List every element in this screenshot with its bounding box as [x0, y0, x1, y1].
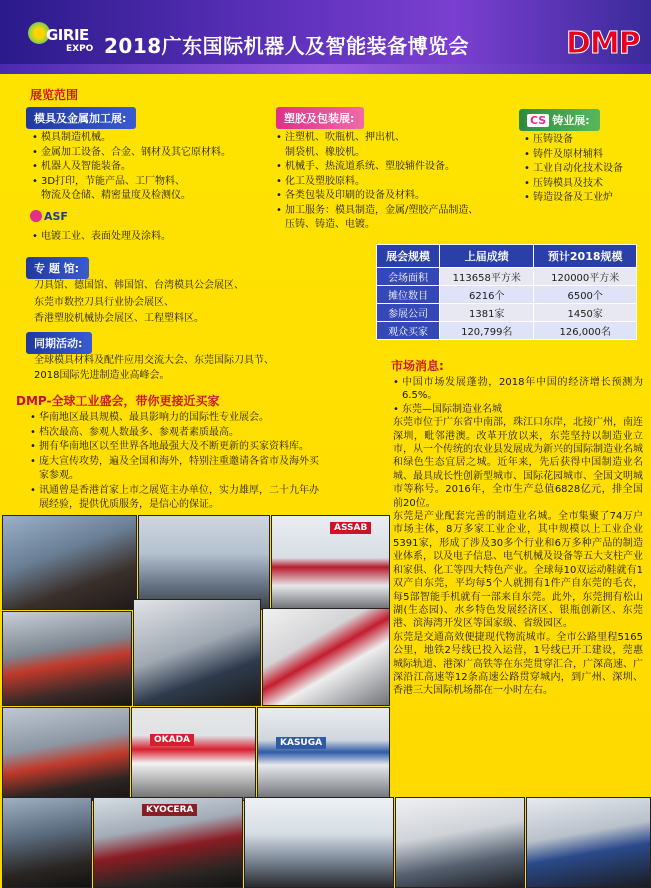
- list-item: • 讯通曾是香港首家上市之展览主办单位，实力雄厚，二十九年办: [30, 484, 375, 499]
- list-item: • 庞大宣传攻势，遍及全国和海外，特别注重邀请各省市及海外买: [30, 455, 375, 470]
- table-header: 展会规模: [377, 245, 440, 268]
- photo-hall-1: [138, 515, 270, 610]
- list-item: • 华南地区最具规模、最具影响力的国际性专业展会。: [30, 411, 375, 426]
- market-para: • 东莞—国际制造业名城: [393, 403, 643, 416]
- photo-hall-5: [526, 797, 651, 888]
- market-para: 东莞市位于广东省中南部，珠江口东岸，北接广州，南连深圳，毗邻港澳。改革开放以来，东莞坚持以制造业立市，从一个传统的农业县发展成为新兴的国际制造业名城和绿色生态宜居之城。近年来，先后获得中国制造业名城、最具成长性创新型城市、国际花园城市、全国文明城市等称号。2016年，全市生产总值6828亿元，排全国前20位。: [393, 417, 643, 509]
- tag-casting: [519, 109, 600, 131]
- asf-logo: [30, 210, 68, 223]
- photo-kasuga-booth: [257, 707, 390, 801]
- header-strip: [0, 64, 651, 74]
- table-header: 预计2018规模: [534, 245, 637, 268]
- okada-sign: OKADA: [150, 734, 194, 746]
- text-line: 香港塑胶机械协会展区、工程塑料区。: [34, 313, 204, 324]
- tag-machine: 模具及金属加工展:: [26, 107, 136, 129]
- photo-hall-3: [244, 797, 394, 888]
- list-item: • 注塑机、吹瓶机、押出机、: [276, 131, 516, 146]
- scope-title: 展览范围: [30, 88, 79, 102]
- page-title: 2018广东国际机器人及智能装备博览会: [104, 34, 470, 58]
- table-cell: 113658平方米: [440, 268, 534, 286]
- list-item: 物流及仓储、精密量度及检测仪。: [41, 190, 191, 201]
- text-line: 2018国际先进制造业高峰会。: [34, 369, 170, 381]
- assab-sign: ASSAB: [330, 522, 371, 534]
- list-item: 展经验，提供优质服务，是信心的保证。: [39, 499, 219, 510]
- asf-label: ASF: [44, 210, 68, 223]
- table-cell: 摊位数目: [377, 286, 440, 304]
- list-item: • 3D打印，节能产品、工厂物料、: [32, 175, 262, 190]
- photo-kyocera-booth: [93, 797, 243, 888]
- logo-main: GIRIE: [46, 26, 89, 44]
- events-text: [34, 354, 374, 383]
- girie-expo-logo: [28, 18, 98, 58]
- list-item: • 电镀工业、表面处理及涂料。: [32, 230, 262, 245]
- market-title: 市场消息:: [391, 359, 444, 373]
- table-cell: 会场面积: [377, 268, 440, 286]
- market-para: 东莞是交通高效便捷现代物流城市。全市公路里程5165公里，地铁2号线已投入运营，1号线已开工建设，莞惠城际轨道、港深广高铁等在东莞贯穿汇合，广深高速、广深沿江高速等12条高速公路贯穿城内，到广州、深圳、香港三大国际机场都在一小时左右。: [393, 631, 643, 697]
- market-text: [393, 376, 643, 698]
- kasuga-sign: KASUGA: [276, 737, 326, 749]
- list-item: • 机械手、热流道系统、塑胶辅件设备。: [276, 160, 516, 175]
- list-item: 压铸、铸造、电镀。: [285, 219, 375, 230]
- table-cell: 1450家: [534, 304, 637, 322]
- dmp-logo: DMP: [566, 26, 640, 61]
- stats-table: [376, 244, 637, 340]
- photo-hall-4: [395, 797, 525, 888]
- list-item: • 档次最高、参观人数最多、参观者素质最高。: [30, 426, 375, 441]
- list-item: • 铸件及原材辅料: [524, 148, 648, 163]
- casting-list: [524, 133, 648, 206]
- photo-robots-2: [2, 707, 130, 801]
- table-cell: 120000平方米: [534, 268, 637, 286]
- photo-assab-booth: [271, 515, 390, 610]
- cs-logo: CS: [527, 114, 549, 127]
- table-cell: 观众买家: [377, 322, 440, 340]
- list-item: • 化工及塑胶原料。: [276, 175, 516, 190]
- tag-events: 同期活动:: [26, 332, 92, 354]
- pavilions-text: [34, 279, 364, 327]
- list-item: • 各类包装及印刷的设备及材料。: [276, 189, 516, 204]
- photo-robots-1: [2, 611, 132, 706]
- market-para: 东莞是产业配套完善的制造业名城。全市集聚了74万户市场主体，8万多家工业企业，其中规模以上工业企业5391家，形成了涉及30多个行业和6万多种产品的制造业体系，以及电子信息、电气机械及设备等五大支柱产业和家俱、化工等四大特色产业。全球每10双运动鞋就有1双产自东莞，平均每5个人就拥有1件产自东莞的毛衣，每5部智能手机就有一部来自东莞。此外，东莞拥有松山湖(生态园)、水乡特色发展经济区、银瓶创新区、东莞港、滨海湾开发区等国家级、省级园区。: [393, 511, 643, 630]
- gear-icon: [30, 210, 42, 222]
- plastic-list: [276, 131, 516, 233]
- list-item: • 压铸模具及技术: [524, 177, 648, 192]
- list-item: 家参观。: [39, 470, 79, 481]
- asf-list: [32, 230, 262, 245]
- logo-sub: EXPO: [66, 44, 94, 54]
- photo-crowd-1: [2, 515, 137, 610]
- list-item: 制袋机、橡胶机。: [285, 146, 365, 158]
- kyocera-sign: KYOCERA: [142, 804, 197, 816]
- text-line: 刀具馆、德国馆、韩国馆、台湾模具公会展区、: [34, 280, 244, 291]
- list-item: • 机器人及智能装备。: [32, 160, 262, 175]
- table-row: [377, 286, 637, 304]
- list-item: • 工业自动化技术设备: [524, 162, 648, 177]
- table-cell: 6500个: [534, 286, 637, 304]
- list-item: • 模具制造机械。: [32, 131, 262, 146]
- tag-casting-label: 铸业展:: [552, 114, 590, 127]
- photo-crowd-2: [2, 797, 92, 888]
- dmp-section-title: DMP-全球工业盛会，带你更接近买家: [16, 394, 220, 408]
- list-item: • 金属加工设备、合金、钢材及其它原材料。: [32, 146, 262, 161]
- table-cell: 120,799名: [440, 322, 534, 340]
- table-cell: 6216个: [440, 286, 534, 304]
- table-cell: 126,000名: [534, 322, 637, 340]
- photo-hall-2: [133, 599, 261, 706]
- list-item: • 铸造设备及工业炉: [524, 191, 648, 206]
- list-item: • 压铸设备: [524, 133, 648, 148]
- machine-list: [32, 131, 262, 204]
- table-row: [377, 322, 637, 340]
- photo-red-booth: [262, 608, 390, 706]
- list-item: • 加工服务：模具制造，金属/塑胶产品制造、: [276, 204, 516, 219]
- text-line: 东莞市数控刀具行业协会展区、: [34, 296, 174, 308]
- list-item: • 拥有华南地区以至世界各地最强大及不断更新的买家资料库。: [30, 440, 375, 455]
- table-cell: 参展公司: [377, 304, 440, 322]
- tag-pavilions: 专 题 馆:: [26, 257, 89, 279]
- photo-okada-booth: [131, 707, 256, 801]
- table-row: [377, 268, 637, 286]
- text-line: 全球模具材料及配件应用交流大会、东莞国际刀具节、: [34, 355, 274, 366]
- table-cell: 1381家: [440, 304, 534, 322]
- table-header: 上届成绩: [440, 245, 534, 268]
- tag-plastic: 塑胶及包装展:: [276, 107, 364, 129]
- table-row: [377, 304, 637, 322]
- dmp-list: [30, 411, 375, 513]
- market-para: • 中国市场发展蓬勃，2018年中国的经济增长预测为6.5%。: [393, 376, 643, 403]
